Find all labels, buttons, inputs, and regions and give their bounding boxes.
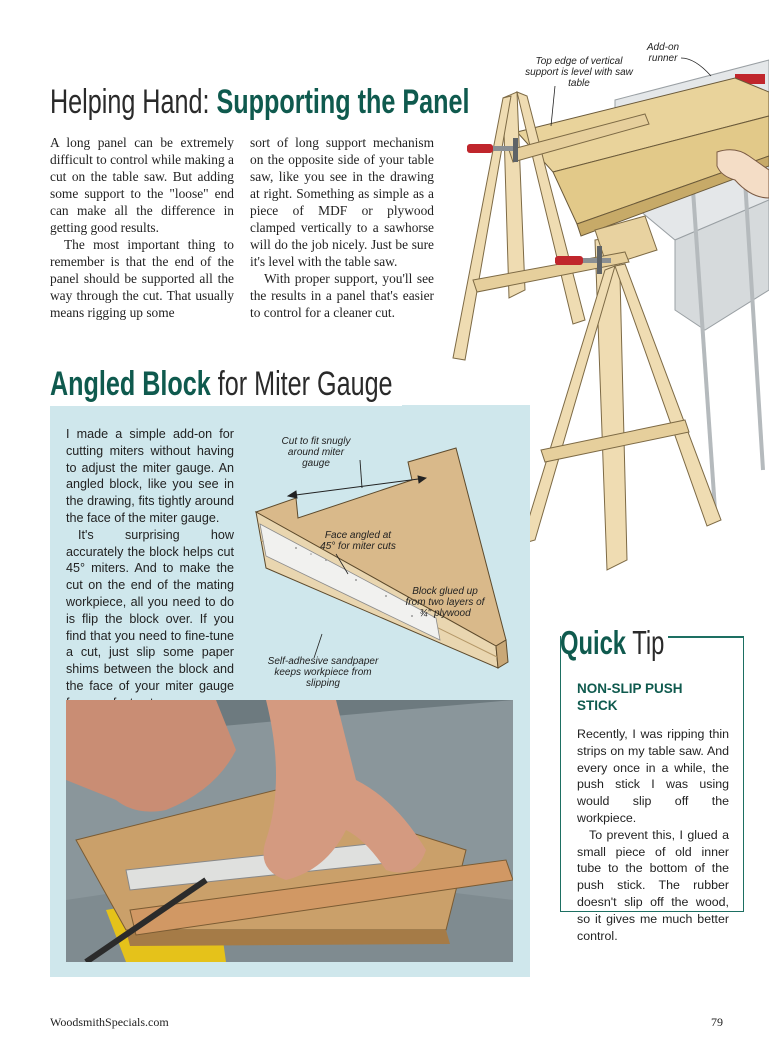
quick-tip-heading: NON-SLIP PUSH STICK: [577, 681, 683, 713]
quick-tip-label-bold: Quick: [560, 624, 627, 661]
quick-tip-body: [577, 726, 729, 944]
callout-face-angled: Face angled at 45° for miter cuts: [320, 530, 396, 552]
paragraph: It's surprising how accurately the block helps cut 45° miters. And to make the cut on the end of the mating workpiece, all you need to do is flip the block over. If you find that you need to fine-tune a cut, just slip some paper shims between the block and the face of your miter gauge: [66, 527, 234, 693]
paragraph: I made a simple add-on for cutting miters without having to adjust the miter gauge. An angled block, like you see in the drawing, fits tightly around the face of the miter gauge.: [66, 427, 234, 525]
callout-sandpaper: Self-adhesive sandpaper keeps workpiece from slipping: [267, 656, 379, 689]
article1-column-2: [250, 134, 434, 321]
paragraph: A long panel can be extremely difficult to control while making a cut on the table saw. But adding some support to the "loose" end can make all the difference in getting good results.: [50, 135, 234, 235]
title-suffix: for Miter Gauge: [210, 365, 393, 403]
title-main: Angled Block: [50, 365, 211, 403]
paragraph: The most important thing to remember is that the end of the panel should be supported all the way through the cut. That usually means rigging up some: [50, 237, 234, 320]
paragraph: sort of long support mechanism on the opposite side of your table saw, like you see in the drawing at right. Something as simple as a piece of MDF or plywood clamped vertically to a sawhorse will do the job nicely. Just be sure it's level with the table saw.: [250, 135, 434, 269]
miter-gauge-block-photo: [66, 700, 513, 962]
quick-tip-label: [560, 623, 664, 663]
quick-tip-label-light: Tip: [626, 624, 665, 661]
callout-glued-block: Block glued up from two layers of ¾" plywood: [405, 586, 485, 619]
article1-column-1: [50, 134, 234, 321]
article-title-angled-block: [50, 364, 393, 404]
title-main: Supporting the Panel: [216, 83, 470, 121]
article-title-supporting-panel: [50, 82, 469, 122]
title-prefix: Helping Hand:: [50, 83, 217, 121]
paragraph: With proper support, you'll see the results in a panel that's easier to control for a cleaner cut.: [250, 271, 434, 320]
article2-body: [66, 426, 234, 712]
paragraph: To prevent this, I glued a small piece of old inner tube to the bottom of the push stick. The rubber doesn't slip off the wood, so it gives me much better control.: [577, 827, 729, 943]
quick-tip-top-rule: [668, 636, 744, 638]
page-number: 79: [711, 1015, 723, 1029]
callout-top-edge: Top edge of vertical support is level with saw table: [525, 56, 633, 89]
callout-cut-to-fit: Cut to fit snugly around miter gauge: [281, 436, 351, 469]
paragraph: Recently, I was ripping thin strips on my table saw. And every once in a while, the push stick I was using would slip off the workpiece.: [577, 727, 729, 825]
callout-add-on-runner: Add-on runner: [646, 42, 680, 64]
footer-site-link[interactable]: WoodsmithSpecials.com: [50, 1015, 169, 1029]
